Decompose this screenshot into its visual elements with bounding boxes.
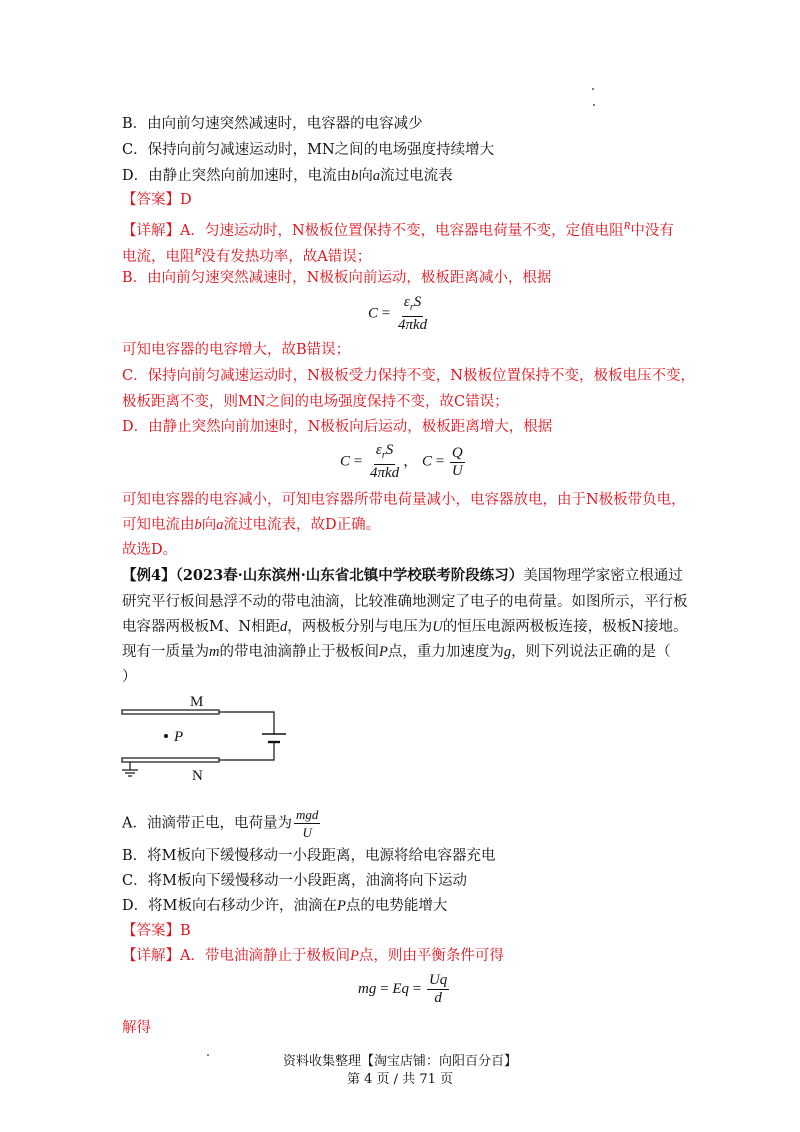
wire-bottom — [219, 742, 274, 760]
label-n: N — [192, 768, 203, 784]
option-d: D．将M板向右移动少许，油滴在P点的电势能增大 — [122, 898, 448, 914]
answer-prev: 【答案】D — [122, 192, 192, 208]
label-p: P — [174, 729, 184, 745]
detail-line: 可知电容器的电容减小，可知电容器所带电荷量减小，电容器放电，由于N极板带负电， — [122, 492, 686, 508]
example-heading: 【例4】（2023春·山东滨州·山东省北镇中学校联考阶段练习）美国物理学家密立根通过 — [122, 567, 683, 584]
option-a: A．油滴带正电，电荷量为 $\frac{\text{mgd}}{U}$ — [122, 807, 319, 840]
detail-line: 极板距离不变，则MN之间的电场强度保持不变，故C错误； — [122, 394, 509, 410]
option-d-prev: D．由静止突然向前加速时，电流由b向a流过电流表 — [122, 168, 453, 184]
detail-line: 故选D。 — [122, 542, 178, 558]
option-c: C．将M板向下缓慢移动一小段距离，油滴将向下运动 — [122, 873, 467, 889]
option-b: B．将M板向下缓慢移动一小段距离，电源将给电容器充电 — [122, 848, 496, 864]
point-p-dot — [164, 734, 168, 738]
example-text: 现有一质量为m的带电油滴静止于极板间P点，重力加速度为g，则下列说法正确的是（ — [122, 644, 671, 660]
footer-source: 资料收集整理【淘宝店铺：向阳百分百】 — [282, 1054, 517, 1069]
detail-line: 【详解】A．带电油滴静止于极板间P点，则由平衡条件可得 — [122, 948, 504, 964]
formula-capacitance: C = $\frac{\varepsilon_rS}{\text{4πkd}}$ — [368, 294, 428, 333]
detail-line: B．由向前匀速突然减速时，N极板向前运动，极板距离减小，根据 — [122, 270, 552, 286]
example-text: 电容器两极板M、N相距d，两极板分别与电压为U的恒压电源两极板连接，极板N接地。 — [122, 619, 688, 635]
formula-capacitance-charge: C = $\frac{\varepsilon_rS}{\text{4πkd}}$ ， C = $\frac{Q}{U}$ — [340, 442, 463, 481]
example-text: ） — [122, 669, 137, 685]
detail-line: 解得 — [122, 1020, 151, 1036]
capacitor-circuit-diagram — [118, 690, 318, 790]
option-c-prev: C．保持向前匀减速运动时，MN之间的电场强度持续增大 — [122, 142, 495, 158]
label-m: M — [190, 694, 204, 710]
detail-line: C．保持向前匀减速运动时，N极板受力保持不变，N极板位置保持不变，极板电压不变， — [122, 368, 695, 384]
detail-line: D．由静止突然向前加速时，N极板向后运动，极板距离增大，根据 — [122, 419, 553, 435]
plate-n — [122, 758, 219, 762]
detail-line: 【详解】A．匀速运动时，N极板位置保持不变，电容器电荷量不变，定值电阻$^R$中没有 — [122, 220, 674, 239]
detail-line: 可知电流由b向a流过电流表，故D正确。 — [122, 517, 381, 533]
scan-dot — [592, 88, 594, 90]
detail-line: 可知电容器的电容增大，故B错误； — [122, 342, 351, 358]
example-text: 研究平行板间悬浮不动的带电油滴，比较准确地测定了电子的电荷量。如图所示，平行板 — [122, 594, 688, 610]
plate-m — [122, 710, 219, 714]
wire-top — [219, 712, 274, 734]
formula-equilibrium: mg = Eq = $\frac{Uq}{d}$ — [358, 972, 448, 1006]
answer: 【答案】B — [122, 923, 191, 939]
scan-dot — [593, 104, 595, 106]
option-b-prev: B．由向前匀速突然减速时，电容器的电容减少 — [122, 116, 423, 132]
detail-line: 电流，电阻$^R$没有发热功率，故A错误； — [122, 246, 372, 265]
page-number: 第 4 页 / 共 71 页 — [347, 1072, 453, 1087]
